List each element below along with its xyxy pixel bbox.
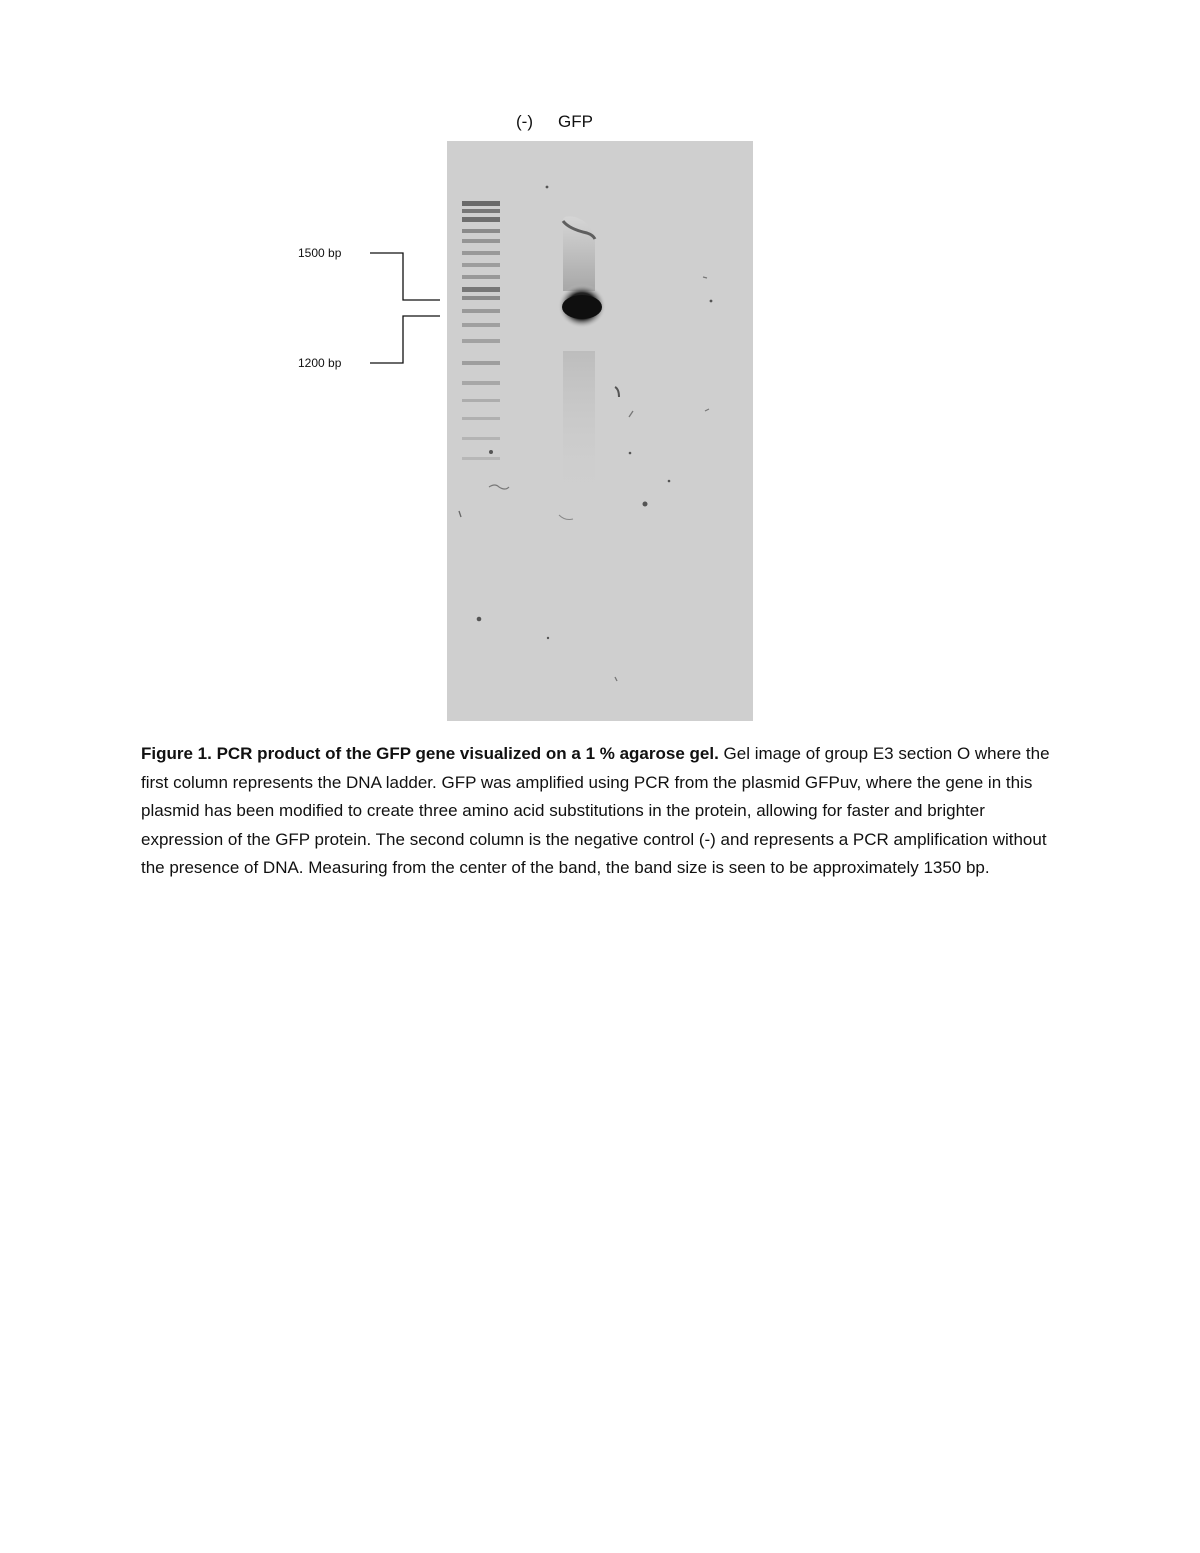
marker-label-1500: 1500 bp: [298, 246, 342, 260]
caption-title: Figure 1. PCR product of the GFP gene visualized on a 1 % agarose gel.: [141, 744, 719, 763]
gel-image: [447, 141, 753, 721]
bracket-upper-line: [370, 253, 440, 300]
lane-label-negative: (-): [516, 112, 533, 131]
lane-label-gfp: GFP: [558, 112, 593, 131]
bracket-lower-line: [370, 316, 440, 363]
gel-background: [447, 141, 753, 721]
caption-body: Gel image of group E3 section O where the first column represents the DNA ladder. GFP was amplified using PCR from the plasmid GFPuv, where the gene in this plasmid has been modified to create three amino acid substitutions in the protein, allowing for faster and brighter expression of the GFP protein. The second column is the negative control (-) and represents a PCR amplification without the presence of DNA. Measuring from the center of the band, the band size is seen to be approximately 1350 bp.: [141, 744, 1050, 877]
figure-caption: [141, 740, 1071, 883]
marker-label-1200: 1200 bp: [298, 356, 342, 370]
marker-bracket: [365, 245, 445, 375]
